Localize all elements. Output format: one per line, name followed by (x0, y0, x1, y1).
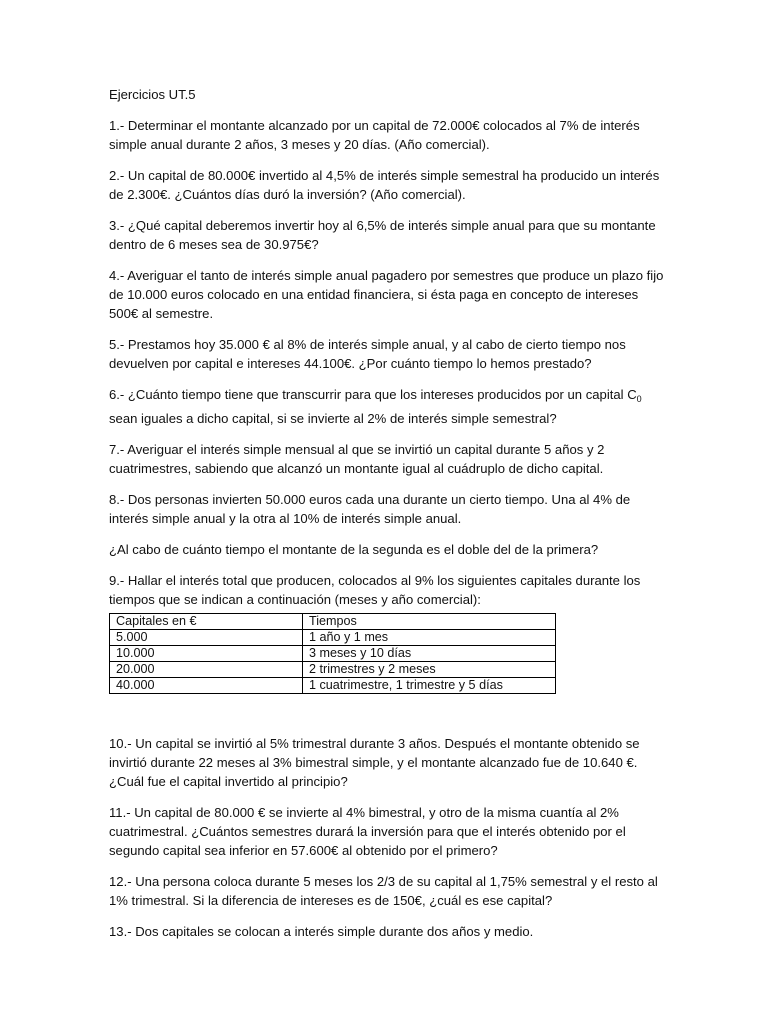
exercise-12: 12.- Una persona coloca durante 5 meses los 2/3 de su capital al 1,75% semestral y el resto al 1% trimestral. Si la diferencia de intereses es de 150€, ¿cuál es ese capital? (109, 874, 658, 908)
table-header-row (110, 614, 556, 630)
table-row (110, 662, 556, 678)
table-cell: 20.000 (110, 662, 303, 678)
exercise-8: 8.- Dos personas invierten 50.000 euros cada una durante un cierto tiempo. Una al 4% de interés simple anual y la otra al 10% de interés simple anual. (109, 492, 631, 526)
exercise-6 (109, 385, 669, 428)
exercise-2: 2.- Un capital de 80.000€ invertido al 4,5% de interés simple semestral ha producido un interés de 2.300€. ¿Cuántos días duró la inversión? (Año comercial). (109, 168, 660, 202)
exercise-7: 7.- Averiguar el interés simple mensual al que se invirtió un capital durante 5 años y 2 cuatrimestres, sabiendo que alcanzó un montante igual al cuádruplo de dicho capital. (109, 442, 605, 476)
exercise-4: 4.- Averiguar el tanto de interés simple anual pagadero por semestres que produce un plazo fijo de 10.000 euros colocado en una entidad financiera, si ésta paga en concepto de intereses 500€ al semestre. (109, 268, 664, 321)
table-cell: 10.000 (110, 646, 303, 662)
exercise-10: 10.- Un capital se invirtió al 5% trimestral durante 3 años. Después el montante obtenido se invirtió durante 22 meses al 3% bimestral simple, y el montante alcanzado fue de 10.640 €. ¿Cuál fue el capital invertido al principio? (109, 736, 640, 789)
capitales-table (109, 613, 556, 694)
exercise-6-text-start: 6.- ¿Cuánto tiempo tiene que transcurrir para que los intereses producidos por un capital C (109, 387, 637, 402)
table-cell: 3 meses y 10 días (303, 646, 556, 662)
table-row (110, 646, 556, 662)
exercise-9: 9.- Hallar el interés total que producen, colocados al 9% los siguientes capitales durante los tiempos que se indican a continuación (meses y año comercial): (109, 573, 641, 607)
exercise-11: 11.- Un capital de 80.000 € se invierte al 4% bimestral, y otro de la misma cuantía al 2% cuatrimestral. ¿Cuántos semestres durará la inversión para que el interés obtenido por el segundo capital sea inferior en 57.600€ al obtenido por el primero? (109, 805, 626, 858)
document-title: Ejercicios UT.5 (109, 87, 196, 102)
document-page (109, 85, 669, 953)
table-row (110, 630, 556, 646)
exercise-5: 5.- Prestamos hoy 35.000 € al 8% de interés simple anual, y al cabo de cierto tiempo nos devuelven por capital e intereses 44.100€. ¿Por cuánto tiempo lo hemos prestado? (109, 337, 626, 371)
table-cell: 1 año y 1 mes (303, 630, 556, 646)
exercise-8-question: ¿Al cabo de cuánto tiempo el montante de la segunda es el doble del de la primera? (109, 542, 599, 557)
exercise-6-text-end: sean iguales a dicho capital, si se invierte al 2% de interés simple semestral? (109, 411, 557, 426)
exercise-1: 1.- Determinar el montante alcanzado por un capital de 72.000€ colocados al 7% de interés simple anual durante 2 años, 3 meses y 20 días. (Año comercial). (109, 118, 640, 152)
table-cell: 1 cuatrimestre, 1 trimestre y 5 días (303, 678, 556, 694)
exercise-13: 13.- Dos capitales se colocan a interés simple durante dos años y medio. (109, 924, 534, 939)
table-row (110, 678, 556, 694)
table-header-cell: Tiempos (303, 614, 556, 630)
table-cell: 2 trimestres y 2 meses (303, 662, 556, 678)
capital-subscript: 0 (636, 394, 642, 404)
table-cell: 5.000 (110, 630, 303, 646)
exercise-3: 3.- ¿Qué capital deberemos invertir hoy al 6,5% de interés simple anual para que su montante dentro de 6 meses sea de 30.975€? (109, 218, 656, 252)
table-cell: 40.000 (110, 678, 303, 694)
table-header-cell: Capitales en € (110, 614, 303, 630)
